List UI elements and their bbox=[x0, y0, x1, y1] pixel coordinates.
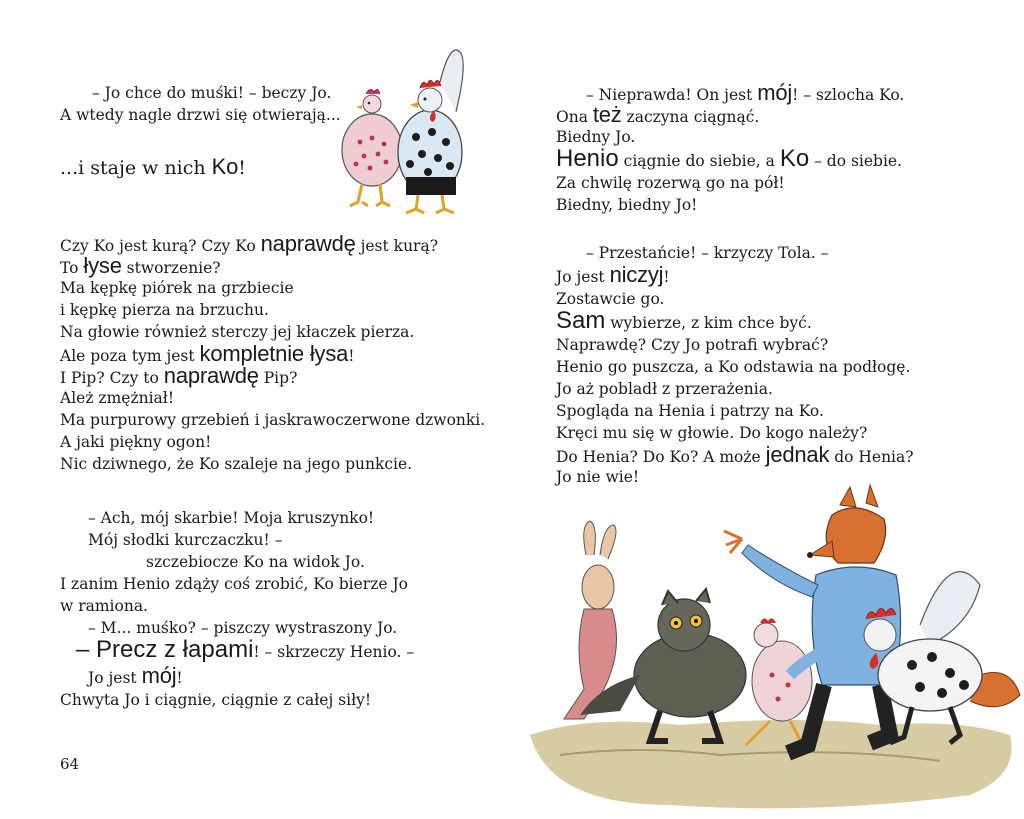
text-line: To łyse stworzenie? bbox=[60, 253, 221, 278]
text-line: Ależ zmężniał! bbox=[60, 389, 175, 407]
two-chickens-illustration bbox=[330, 42, 480, 217]
text-line: Na głowie również sterczy jej kłaczek pierza. bbox=[60, 323, 415, 341]
left-block-1 bbox=[60, 82, 341, 178]
text-line: Jo jest niczyj! bbox=[556, 262, 670, 287]
text-line: Czy Ko jest kurą? Czy Ko naprawdę jest kurą? bbox=[60, 231, 439, 256]
text-line: Kręci mu się w głowie. Do kogo należy? bbox=[556, 424, 868, 442]
ground bbox=[530, 720, 1012, 808]
text-line: – Przestańcie! – krzyczy Tola. – bbox=[586, 244, 829, 262]
text-line: ...i staje w nich Ko! bbox=[60, 154, 246, 179]
text-line: – M... muśko? – piszczy wystraszony Jo. bbox=[88, 619, 398, 637]
text-line: – Ach, mój skarbie! Moja kruszynko! bbox=[88, 509, 375, 527]
text-line: A jaki piękny ogon! bbox=[60, 433, 212, 451]
text-line: Jo jest mój! bbox=[88, 663, 183, 688]
text-line: Ma purpurowy grzebień i jaskrawoczerwone dzwonki. bbox=[60, 411, 486, 429]
text-line: – Precz z łapami! – skrzeczy Henio. – bbox=[76, 636, 415, 663]
text-line: Mój słodki kurczaczku! – bbox=[88, 531, 283, 549]
right-block-2 bbox=[556, 242, 914, 488]
text-line: Henio go puszcza, a Ko odstawia na podłogę. bbox=[556, 358, 911, 376]
text-line: Sam wybierze, z kim chce być. bbox=[556, 307, 812, 334]
text-line: Ale poza tym jest kompletnie łysa! bbox=[60, 341, 355, 366]
left-block-2 bbox=[60, 233, 485, 475]
tug-scene-illustration bbox=[520, 485, 1020, 805]
text-line: Jo nie wie! bbox=[556, 468, 640, 486]
text-line: I Pip? Czy to naprawdę Pip? bbox=[60, 363, 298, 388]
page-number: 64 bbox=[60, 755, 80, 773]
pink-chicken bbox=[342, 89, 402, 206]
rooster bbox=[398, 50, 463, 213]
text-line: Za chwilę rozerwą go na pół! bbox=[556, 174, 785, 192]
left-block-3 bbox=[60, 507, 414, 711]
text-line: – Jo chce do muśki! – beczy Jo. bbox=[92, 84, 332, 102]
text-line: szczebiocze Ko na widok Jo. bbox=[146, 553, 365, 571]
text-line: I zanim Henio zdąży coś zrobić, Ko bierze Jo bbox=[60, 575, 409, 593]
right-block-1 bbox=[556, 82, 904, 216]
text-line: i kępkę pierza na brzuchu. bbox=[60, 301, 269, 319]
text-line: Henio ciągnie do siebie, a Ko – do siebie. bbox=[556, 145, 903, 172]
text-line: Jo aż pobladł z przerażenia. bbox=[556, 380, 773, 398]
text-line: Naprawdę? Czy Jo potrafi wybrać? bbox=[556, 336, 829, 354]
text-line: Ma kępkę piórek na grzbiecie bbox=[60, 279, 294, 297]
text-line: Do Henia? Do Ko? A może jednak do Henia? bbox=[556, 442, 914, 467]
text-line: Ona też zaczyna ciągnąć. bbox=[556, 102, 760, 127]
text-line: Biedny, biedny Jo! bbox=[556, 196, 698, 214]
text-line: Spogląda na Henia i patrzy na Ko. bbox=[556, 402, 824, 420]
text-line: A wtedy nagle drzwi się otwierają... bbox=[60, 106, 341, 124]
text-line: – Nieprawda! On jest mój! – szlocha Ko. bbox=[586, 80, 905, 105]
text-line: Zostawcie go. bbox=[556, 290, 665, 308]
fox bbox=[724, 485, 901, 753]
text-line: w ramiona. bbox=[60, 597, 148, 615]
right-page bbox=[512, 0, 1024, 819]
text-line: Biedny Jo. bbox=[556, 128, 636, 146]
text-line: Chwyta Jo i ciągnie, ciągnie z całej siły! bbox=[60, 691, 372, 709]
text-line: Nic dziwnego, że Ko szaleje na jego punkcie. bbox=[60, 455, 413, 473]
